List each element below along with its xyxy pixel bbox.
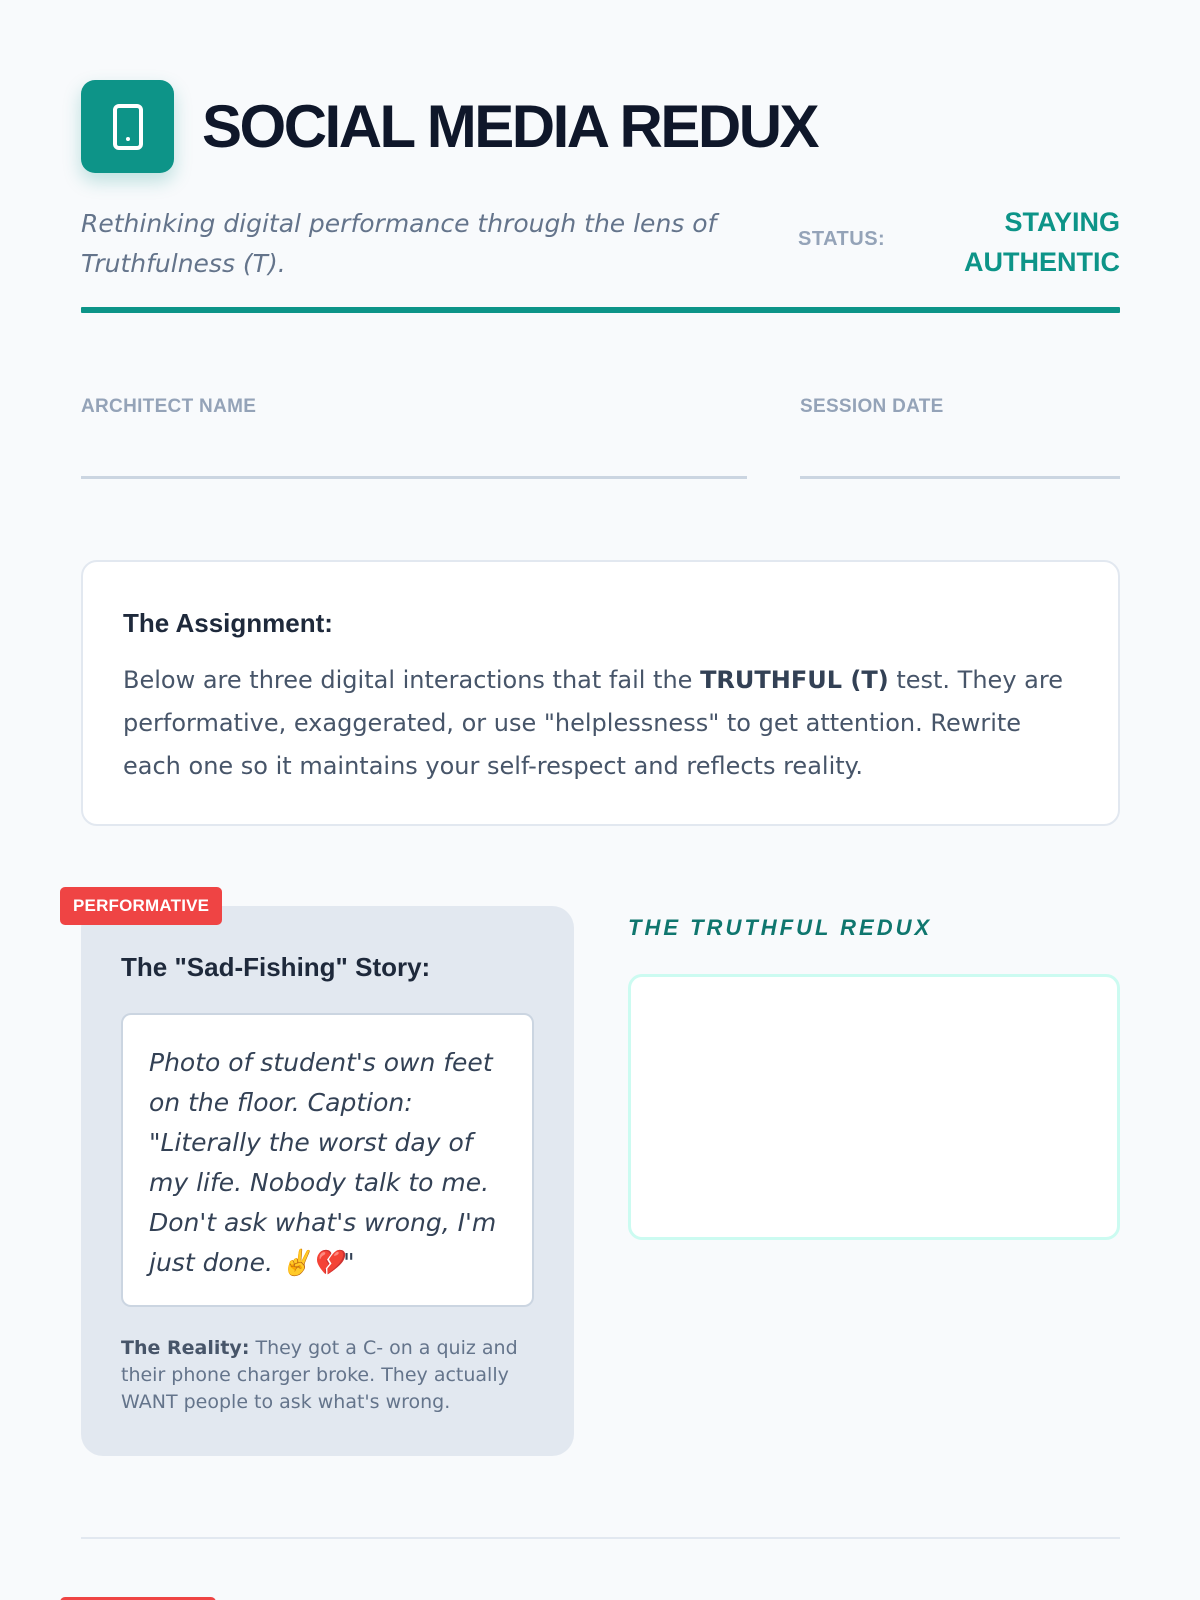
assignment-title: The Assignment: (123, 608, 333, 638)
page-subtitle: Rethinking digital performance through the lens of Truthfulness (T). (81, 209, 717, 278)
exercise-card (81, 906, 574, 1456)
page-title: SOCIAL MEDIA REDUX (202, 93, 818, 160)
reality-label: The Reality: (121, 1337, 250, 1359)
phone-icon (81, 80, 174, 173)
assignment-card (81, 560, 1120, 826)
phone-glyph (113, 104, 143, 150)
redux-label: THE TRUTHFUL REDUX (628, 915, 933, 940)
redux-answer-box[interactable] (628, 974, 1120, 1240)
status-value: STAYING AUTHENTIC (964, 207, 1120, 277)
section-divider (81, 1537, 1120, 1539)
assignment-body-end: test. They are performative, exaggerated, or use "helplessness" to get attention. Rewrite each one so it maintains your self-respect and reflects reality. (123, 666, 1063, 780)
reality-text: They got a C- on a quiz and their phone charger broke. They actually WANT people to ask what's wrong. (121, 1337, 518, 1413)
assignment-body-start: Below are three digital interactions that fail the (123, 666, 701, 694)
assignment-body (123, 659, 1078, 788)
header (81, 80, 817, 173)
status-label: STATUS: (798, 228, 886, 250)
architect-name-field[interactable] (81, 476, 747, 479)
exercise-title: The "Sad-Fishing" Story: (121, 952, 431, 982)
exercise-reality (121, 1335, 534, 1416)
performative-badge: PERFORMATIVE (60, 887, 222, 925)
exercise-quote: Photo of student's own feet on the floor. Caption: "Literally the worst day of my life. Nobody talk to me. Don't ask what's wrong, I'm just done. ✌️💔" (121, 1013, 534, 1307)
architect-name-label: ARCHITECT NAME (81, 396, 257, 417)
session-date-label: SESSION DATE (800, 396, 944, 417)
header-divider (81, 307, 1120, 313)
worksheet-page (73, 0, 1120, 1600)
subtitle-row (81, 200, 1120, 290)
assignment-body-emphasis: TRUTHFUL (T) (700, 666, 889, 694)
session-date-field[interactable] (800, 476, 1120, 479)
